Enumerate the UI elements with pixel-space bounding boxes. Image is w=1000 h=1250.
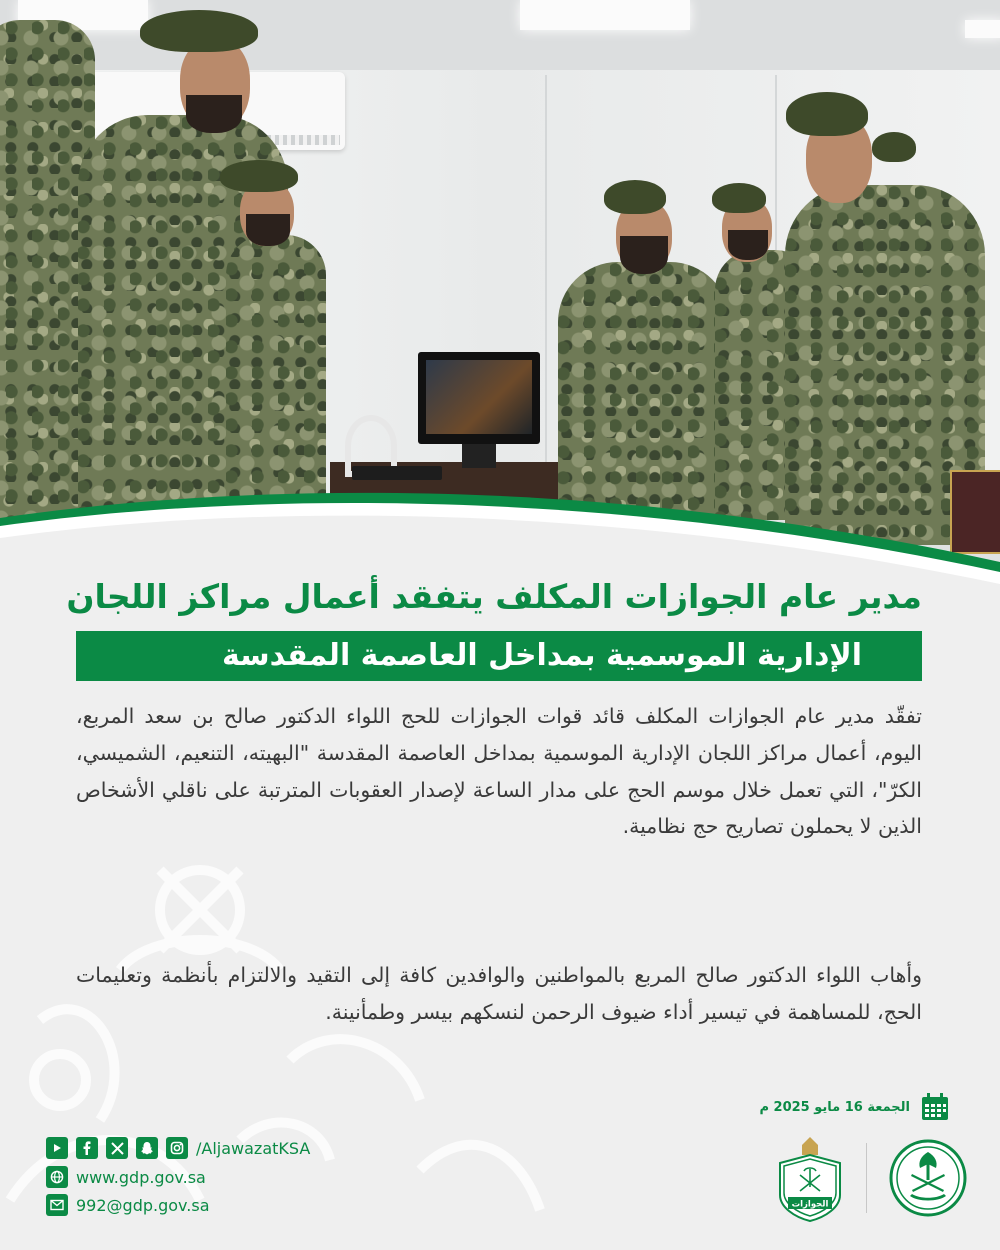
headline-line-1: مدير عام الجوازات المكلف يتفقد أعمال مراكز اللجان <box>66 577 922 616</box>
ceiling-light <box>965 20 1000 38</box>
ministry-of-interior-emblem <box>888 1138 968 1218</box>
officer-1-beret <box>140 10 258 52</box>
social-row <box>46 1137 310 1159</box>
website-row <box>46 1166 206 1188</box>
globe-icon <box>46 1166 68 1188</box>
mail-icon <box>46 1194 68 1216</box>
officer-5-beret <box>786 92 868 136</box>
monitor-screen <box>426 360 532 434</box>
date-row <box>759 1090 950 1124</box>
body-paragraph-1: تفقّد مدير عام الجوازات المكلف قائد قوات الجوازات للحج اللواء الدكتور صالح بن سعد المربع، اليوم، أعمال مراكز اللجان الإدارية الموسمية بمداخل العاصمة المقدسة "البهيته، التنعيم، الشميسي، الكرّ"، التي تعمل خلال موسم الحج على مدار الساعة لإصدار العقوبات المترتبة على ناقلي الأشخاص الذين لا يحملون تصاريح حج نظامية. <box>76 704 922 839</box>
calendar-icon <box>920 1092 950 1122</box>
youtube-icon[interactable] <box>46 1137 68 1159</box>
officer-2-beard <box>246 214 290 246</box>
social-handle[interactable]: /AljawazatKSA <box>196 1138 311 1158</box>
jawazat-logo-text: الجوازات <box>791 1199 829 1210</box>
monitor-stand <box>462 444 496 468</box>
officer-2-beret <box>220 160 298 192</box>
instagram-icon[interactable] <box>166 1137 188 1159</box>
post-date: الجمعة 16 مايو 2025 م <box>759 1099 910 1115</box>
ceiling-light <box>520 0 690 30</box>
officer-2-uniform <box>226 235 326 515</box>
x-icon[interactable] <box>106 1137 128 1159</box>
website-link[interactable]: www.gdp.gov.sa <box>76 1167 206 1187</box>
wall-panel-line <box>545 75 547 495</box>
officer-3-beret <box>604 180 666 214</box>
keyboard <box>352 466 442 480</box>
jawazat-logo <box>766 1135 854 1223</box>
email-row <box>46 1194 210 1216</box>
officer-6-beret <box>872 132 916 162</box>
officer-1-beard <box>186 95 242 133</box>
snapchat-icon[interactable] <box>136 1137 158 1159</box>
officer-4-beret <box>712 183 766 213</box>
email-link[interactable]: 992@gdp.gov.sa <box>76 1195 210 1215</box>
officer-3-beard <box>620 236 668 274</box>
officer-4-beard <box>728 230 768 260</box>
headline-line-2: الإدارية الموسمية بمداخل العاصمة المقدسة <box>221 638 862 673</box>
logo-divider <box>866 1143 867 1213</box>
body-paragraph-2: وأهاب اللواء الدكتور صالح المربع بالمواطنين والوافدين كافة إلى التقيد والالتزام بأنظمة وتعليمات الحج، للمساهمة في تيسير أداء ضيوف الرحمن لنسكهم بيسر وطمأنينة. <box>76 963 922 1024</box>
facebook-icon[interactable] <box>76 1137 98 1159</box>
